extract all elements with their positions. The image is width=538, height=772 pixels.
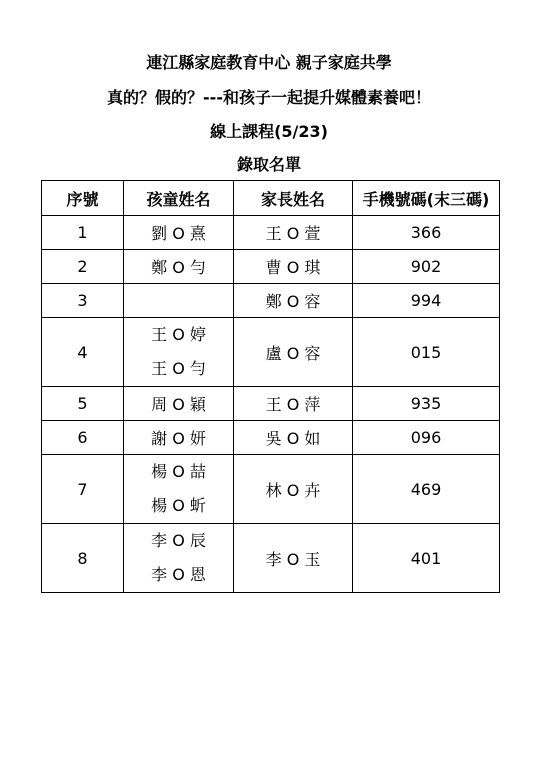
child-name: 楊 O 蚚 [151, 496, 206, 515]
child-name: 劉 O 熹 [124, 216, 234, 250]
column-header-parent-name: 家長姓名 [234, 181, 353, 216]
table-row [42, 524, 500, 593]
row-number: 5 [42, 387, 124, 421]
phone-last-digits: 401 [353, 524, 500, 593]
child-name: 楊 O 喆 [151, 462, 206, 481]
phone-last-digits: 902 [353, 250, 500, 284]
course-date: 線上課程(5/23) [210, 122, 328, 141]
row-number: 4 [42, 318, 124, 387]
table-row [42, 421, 500, 455]
table-row [42, 387, 500, 421]
row-number: 6 [42, 421, 124, 455]
table-row [42, 216, 500, 250]
row-number: 8 [42, 524, 124, 593]
table-row [42, 318, 500, 387]
table-header-row [42, 181, 500, 216]
child-name: 鄭 O 勻 [124, 250, 234, 284]
parent-name: 曹 O 琪 [234, 250, 353, 284]
course-title: 真的？假的？---和孩子一起提升媒體素養吧！ [107, 88, 431, 107]
parent-name: 林 O 卉 [234, 455, 353, 524]
phone-last-digits: 366 [353, 216, 500, 250]
table-row [42, 250, 500, 284]
child-name: 王 O 婷 [151, 325, 206, 344]
center-title: 連江縣家庭教育中心 親子家庭共學 [146, 53, 392, 72]
row-number: 7 [42, 455, 124, 524]
child-names [124, 455, 234, 524]
parent-name: 盧 O 容 [234, 318, 353, 387]
phone-last-digits: 015 [353, 318, 500, 387]
phone-last-digits: 469 [353, 455, 500, 524]
phone-last-digits: 994 [353, 284, 500, 318]
parent-name: 鄭 O 容 [234, 284, 353, 318]
parent-name: 王 O 萱 [234, 216, 353, 250]
parent-name: 李 O 玉 [234, 524, 353, 593]
column-header-number: 序號 [42, 181, 124, 216]
phone-last-digits: 935 [353, 387, 500, 421]
child-name: 李 O 辰 [151, 531, 206, 550]
child-names [124, 524, 234, 593]
admission-table [41, 180, 500, 593]
phone-last-digits: 096 [353, 421, 500, 455]
child-name: 王 O 勻 [151, 359, 206, 378]
column-header-child-name: 孩童姓名 [124, 181, 234, 216]
child-name: 謝 O 妍 [124, 421, 234, 455]
child-name: 周 O 穎 [124, 387, 234, 421]
list-title: 錄取名單 [236, 155, 301, 174]
child-name [124, 284, 234, 318]
parent-name: 吳 O 如 [234, 421, 353, 455]
child-names [124, 318, 234, 387]
table-row [42, 284, 500, 318]
table-row [42, 455, 500, 524]
parent-name: 王 O 萍 [234, 387, 353, 421]
row-number: 2 [42, 250, 124, 284]
row-number: 3 [42, 284, 124, 318]
child-name: 李 O 恩 [151, 565, 206, 584]
column-header-phone: 手機號碼(末三碼) [353, 181, 500, 216]
row-number: 1 [42, 216, 124, 250]
